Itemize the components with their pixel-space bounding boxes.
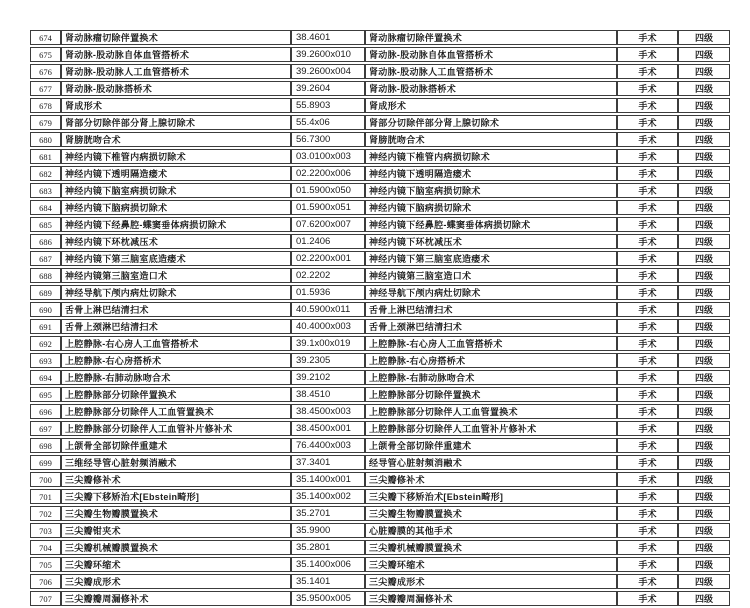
- category-cell: 手术: [617, 64, 678, 79]
- category-cell: 手术: [617, 591, 678, 606]
- table-row: [30, 30, 730, 45]
- level-cell: 四级: [678, 115, 730, 130]
- row-number-cell: 681: [30, 149, 61, 164]
- row-number-cell: 698: [30, 438, 61, 453]
- category-cell: 手术: [617, 574, 678, 589]
- procedure-name2-cell: 心脏瓣膜的其他手术: [365, 523, 617, 538]
- procedure-name-cell: 三尖瓣钳夹术: [61, 523, 291, 538]
- category-cell: 手术: [617, 285, 678, 300]
- procedure-code-cell: 07.6200x007: [291, 217, 365, 232]
- row-number-cell: 697: [30, 421, 61, 436]
- procedure-name2-cell: 神经内镜下脑病损切除术: [365, 200, 617, 215]
- procedure-name2-cell: 神经导航下颅内病灶切除术: [365, 285, 617, 300]
- procedure-name-cell: 三尖瓣成形术: [61, 574, 291, 589]
- procedure-name2-cell: 肾动脉瘤切除伴置换术: [365, 30, 617, 45]
- procedure-name2-cell: 三尖瓣下移矫治术[Ebstein畸形]: [365, 489, 617, 504]
- procedure-code-cell: 01.2406: [291, 234, 365, 249]
- procedure-name2-cell: 肾膀胱吻合术: [365, 132, 617, 147]
- procedure-code-cell: 39.1x00x019: [291, 336, 365, 351]
- procedure-code-cell: 40.4000x003: [291, 319, 365, 334]
- procedure-name-cell: 神经内镜下经鼻腔-蝶窦垂体病损切除术: [61, 217, 291, 232]
- procedure-code-cell: 35.2701: [291, 506, 365, 521]
- category-cell: 手术: [617, 472, 678, 487]
- category-cell: 手术: [617, 489, 678, 504]
- row-number-cell: 700: [30, 472, 61, 487]
- row-number-cell: 695: [30, 387, 61, 402]
- row-number-cell: 690: [30, 302, 61, 317]
- procedure-name-cell: 舌骨上淋巴结清扫术: [61, 302, 291, 317]
- table-row: [30, 115, 730, 130]
- category-cell: 手术: [617, 81, 678, 96]
- table-row: [30, 557, 730, 572]
- procedure-name-cell: 神经内镜下脑病损切除术: [61, 200, 291, 215]
- procedure-name-cell: 神经内镜下第三脑室底造瘘术: [61, 251, 291, 266]
- procedure-name2-cell: 神经内镜第三脑室造口术: [365, 268, 617, 283]
- row-number-cell: 707: [30, 591, 61, 606]
- procedure-name2-cell: 肾动脉-股动脉自体血管搭桥术: [365, 47, 617, 62]
- category-cell: 手术: [617, 200, 678, 215]
- table-row: [30, 438, 730, 453]
- table-row: [30, 98, 730, 113]
- table-row: [30, 47, 730, 62]
- procedure-code-cell: 39.2305: [291, 353, 365, 368]
- procedure-name2-cell: 肾动脉-股动脉人工血管搭桥术: [365, 64, 617, 79]
- level-cell: 四级: [678, 574, 730, 589]
- procedure-code-cell: 35.9500x005: [291, 591, 365, 606]
- category-cell: 手术: [617, 47, 678, 62]
- table-row: [30, 200, 730, 215]
- row-number-cell: 699: [30, 455, 61, 470]
- row-number-cell: 686: [30, 234, 61, 249]
- table-row: [30, 302, 730, 317]
- procedure-code-cell: 01.5936: [291, 285, 365, 300]
- row-number-cell: 693: [30, 353, 61, 368]
- category-cell: 手术: [617, 336, 678, 351]
- table-row: [30, 523, 730, 538]
- category-cell: 手术: [617, 421, 678, 436]
- row-number-cell: 696: [30, 404, 61, 419]
- level-cell: 四级: [678, 183, 730, 198]
- category-cell: 手术: [617, 268, 678, 283]
- category-cell: 手术: [617, 183, 678, 198]
- procedure-name2-cell: 上腔静脉-右心房搭桥术: [365, 353, 617, 368]
- procedure-name-cell: 上腔静脉-右心房搭桥术: [61, 353, 291, 368]
- procedure-name2-cell: 上颌骨全部切除伴重建术: [365, 438, 617, 453]
- row-number-cell: 676: [30, 64, 61, 79]
- procedure-code-cell: 38.4601: [291, 30, 365, 45]
- row-number-cell: 704: [30, 540, 61, 555]
- table-row: [30, 370, 730, 385]
- procedure-name2-cell: 三尖瓣成形术: [365, 574, 617, 589]
- table-row: [30, 455, 730, 470]
- procedure-name-cell: 肾部分切除伴部分肾上腺切除术: [61, 115, 291, 130]
- procedure-name-cell: 肾动脉-股动脉人工血管搭桥术: [61, 64, 291, 79]
- table-row: [30, 489, 730, 504]
- category-cell: 手术: [617, 455, 678, 470]
- level-cell: 四级: [678, 285, 730, 300]
- procedure-name-cell: 三尖瓣环缩术: [61, 557, 291, 572]
- procedure-code-cell: 35.1400x002: [291, 489, 365, 504]
- procedure-code-cell: 39.2600x004: [291, 64, 365, 79]
- level-cell: 四级: [678, 98, 730, 113]
- procedure-name-cell: 三尖瓣修补术: [61, 472, 291, 487]
- procedure-name2-cell: 经导管心脏射频消融术: [365, 455, 617, 470]
- category-cell: 手术: [617, 404, 678, 419]
- procedure-name2-cell: 三尖瓣修补术: [365, 472, 617, 487]
- row-number-cell: 677: [30, 81, 61, 96]
- row-number-cell: 678: [30, 98, 61, 113]
- level-cell: 四级: [678, 149, 730, 164]
- category-cell: 手术: [617, 115, 678, 130]
- row-number-cell: 691: [30, 319, 61, 334]
- level-cell: 四级: [678, 81, 730, 96]
- table-row: [30, 591, 730, 606]
- procedure-code-cell: 35.1400x001: [291, 472, 365, 487]
- procedure-code-cell: 02.2202: [291, 268, 365, 283]
- procedure-name2-cell: 上腔静脉部分切除伴人工血管置换术: [365, 404, 617, 419]
- level-cell: 四级: [678, 438, 730, 453]
- category-cell: 手术: [617, 98, 678, 113]
- level-cell: 四级: [678, 370, 730, 385]
- category-cell: 手术: [617, 370, 678, 385]
- row-number-cell: 692: [30, 336, 61, 351]
- procedure-table: [30, 28, 730, 608]
- procedure-code-cell: 38.4510: [291, 387, 365, 402]
- row-number-cell: 689: [30, 285, 61, 300]
- procedure-code-cell: 02.2200x001: [291, 251, 365, 266]
- procedure-name-cell: 上腔静脉部分切除伴人工血管置换术: [61, 404, 291, 419]
- procedure-name2-cell: 上腔静脉部分切除伴置换术: [365, 387, 617, 402]
- procedure-name2-cell: 神经内镜下脑室病损切除术: [365, 183, 617, 198]
- level-cell: 四级: [678, 217, 730, 232]
- row-number-cell: 683: [30, 183, 61, 198]
- procedure-name2-cell: 神经内镜下经鼻腔-蝶窦垂体病损切除术: [365, 217, 617, 232]
- table-row: [30, 285, 730, 300]
- procedure-code-cell: 76.4400x003: [291, 438, 365, 453]
- table-row: [30, 251, 730, 266]
- procedure-name-cell: 三尖瓣机械瓣膜置换术: [61, 540, 291, 555]
- procedure-code-cell: 01.5900x051: [291, 200, 365, 215]
- level-cell: 四级: [678, 523, 730, 538]
- procedure-name-cell: 肾膀胱吻合术: [61, 132, 291, 147]
- row-number-cell: 694: [30, 370, 61, 385]
- level-cell: 四级: [678, 591, 730, 606]
- category-cell: 手术: [617, 166, 678, 181]
- procedure-code-cell: 35.2801: [291, 540, 365, 555]
- category-cell: 手术: [617, 353, 678, 368]
- procedure-code-cell: 39.2604: [291, 81, 365, 96]
- procedure-code-cell: 39.2600x010: [291, 47, 365, 62]
- procedure-name-cell: 舌骨上颈淋巴结清扫术: [61, 319, 291, 334]
- table-row: [30, 319, 730, 334]
- row-number-cell: 684: [30, 200, 61, 215]
- row-number-cell: 705: [30, 557, 61, 572]
- procedure-name-cell: 肾成形术: [61, 98, 291, 113]
- table-row: [30, 387, 730, 402]
- level-cell: 四级: [678, 319, 730, 334]
- procedure-name-cell: 神经导航下颅内病灶切除术: [61, 285, 291, 300]
- procedure-code-cell: 38.4500x003: [291, 404, 365, 419]
- procedure-name2-cell: 神经内镜下透明隔造瘘术: [365, 166, 617, 181]
- procedure-name2-cell: 三尖瓣机械瓣膜置换术: [365, 540, 617, 555]
- category-cell: 手术: [617, 30, 678, 45]
- procedure-name-cell: 三尖瓣下移矫治术[Ebstein畸形]: [61, 489, 291, 504]
- level-cell: 四级: [678, 506, 730, 521]
- row-number-cell: 701: [30, 489, 61, 504]
- procedure-name-cell: 神经内镜下环枕减压术: [61, 234, 291, 249]
- procedure-name-cell: 肾动脉-股动脉搭桥术: [61, 81, 291, 96]
- level-cell: 四级: [678, 404, 730, 419]
- level-cell: 四级: [678, 251, 730, 266]
- table-row: [30, 574, 730, 589]
- level-cell: 四级: [678, 166, 730, 181]
- table-row: [30, 81, 730, 96]
- procedure-name2-cell: 三尖瓣环缩术: [365, 557, 617, 572]
- table-row: [30, 268, 730, 283]
- table-row: [30, 540, 730, 555]
- procedure-name-cell: 肾动脉瘤切除伴置换术: [61, 30, 291, 45]
- row-number-cell: 702: [30, 506, 61, 521]
- procedure-name-cell: 肾动脉-股动脉自体血管搭桥术: [61, 47, 291, 62]
- procedure-name2-cell: 肾成形术: [365, 98, 617, 113]
- level-cell: 四级: [678, 336, 730, 351]
- procedure-code-cell: 03.0100x003: [291, 149, 365, 164]
- level-cell: 四级: [678, 268, 730, 283]
- procedure-code-cell: 56.7300: [291, 132, 365, 147]
- category-cell: 手术: [617, 438, 678, 453]
- procedure-name-cell: 三尖瓣瓣周漏修补术: [61, 591, 291, 606]
- table-row: [30, 472, 730, 487]
- procedure-name-cell: 神经内镜第三脑室造口术: [61, 268, 291, 283]
- procedure-name2-cell: 上腔静脉部分切除伴人工血管补片修补术: [365, 421, 617, 436]
- row-number-cell: 680: [30, 132, 61, 147]
- procedure-name2-cell: 肾动脉-股动脉搭桥术: [365, 81, 617, 96]
- level-cell: 四级: [678, 387, 730, 402]
- row-number-cell: 682: [30, 166, 61, 181]
- level-cell: 四级: [678, 302, 730, 317]
- level-cell: 四级: [678, 132, 730, 147]
- procedure-name-cell: 上腔静脉部分切除伴人工血管补片修补术: [61, 421, 291, 436]
- level-cell: 四级: [678, 200, 730, 215]
- procedure-name-cell: 三尖瓣生物瓣膜置换术: [61, 506, 291, 521]
- table-row: [30, 234, 730, 249]
- procedure-name2-cell: 神经内镜下环枕减压术: [365, 234, 617, 249]
- level-cell: 四级: [678, 421, 730, 436]
- procedure-name-cell: 神经内镜下椎管内病损切除术: [61, 149, 291, 164]
- procedure-name-cell: 上腔静脉部分切除伴置换术: [61, 387, 291, 402]
- category-cell: 手术: [617, 251, 678, 266]
- table-row: [30, 421, 730, 436]
- procedure-name2-cell: 上腔静脉-右心房人工血管搭桥术: [365, 336, 617, 351]
- table-row: [30, 183, 730, 198]
- level-cell: 四级: [678, 234, 730, 249]
- procedure-code-cell: 55.4x06: [291, 115, 365, 130]
- row-number-cell: 679: [30, 115, 61, 130]
- table-row: [30, 64, 730, 79]
- category-cell: 手术: [617, 132, 678, 147]
- procedure-name2-cell: 三尖瓣生物瓣膜置换术: [365, 506, 617, 521]
- table-row: [30, 404, 730, 419]
- category-cell: 手术: [617, 149, 678, 164]
- category-cell: 手术: [617, 319, 678, 334]
- category-cell: 手术: [617, 234, 678, 249]
- category-cell: 手术: [617, 557, 678, 572]
- level-cell: 四级: [678, 30, 730, 45]
- category-cell: 手术: [617, 506, 678, 521]
- procedure-name2-cell: 肾部分切除伴部分肾上腺切除术: [365, 115, 617, 130]
- level-cell: 四级: [678, 64, 730, 79]
- procedure-name-cell: 神经内镜下脑室病损切除术: [61, 183, 291, 198]
- level-cell: 四级: [678, 489, 730, 504]
- row-number-cell: 703: [30, 523, 61, 538]
- procedure-code-cell: 02.2200x006: [291, 166, 365, 181]
- procedure-code-cell: 38.4500x001: [291, 421, 365, 436]
- procedure-name2-cell: 神经内镜下第三脑室底造瘘术: [365, 251, 617, 266]
- table-row: [30, 353, 730, 368]
- procedure-name-cell: 上腔静脉-右心房人工血管搭桥术: [61, 336, 291, 351]
- row-number-cell: 706: [30, 574, 61, 589]
- row-number-cell: 685: [30, 217, 61, 232]
- row-number-cell: 687: [30, 251, 61, 266]
- procedure-name-cell: 上腔静脉-右肺动脉吻合术: [61, 370, 291, 385]
- category-cell: 手术: [617, 540, 678, 555]
- procedure-name-cell: 上颌骨全部切除伴重建术: [61, 438, 291, 453]
- procedure-name2-cell: 舌骨上淋巴结清扫术: [365, 302, 617, 317]
- table-row: [30, 166, 730, 181]
- table-row: [30, 336, 730, 351]
- procedure-name-cell: 神经内镜下透明隔造瘘术: [61, 166, 291, 181]
- procedure-code-cell: 37.3401: [291, 455, 365, 470]
- procedure-name2-cell: 三尖瓣瓣周漏修补术: [365, 591, 617, 606]
- procedure-name2-cell: 神经内镜下椎管内病损切除术: [365, 149, 617, 164]
- category-cell: 手术: [617, 387, 678, 402]
- category-cell: 手术: [617, 302, 678, 317]
- procedure-code-cell: 55.8903: [291, 98, 365, 113]
- level-cell: 四级: [678, 540, 730, 555]
- row-number-cell: 688: [30, 268, 61, 283]
- procedure-name2-cell: 舌骨上颈淋巴结清扫术: [365, 319, 617, 334]
- procedure-code-cell: 40.5900x011: [291, 302, 365, 317]
- table-row: [30, 217, 730, 232]
- category-cell: 手术: [617, 523, 678, 538]
- procedure-name2-cell: 上腔静脉-右肺动脉吻合术: [365, 370, 617, 385]
- row-number-cell: 675: [30, 47, 61, 62]
- level-cell: 四级: [678, 353, 730, 368]
- level-cell: 四级: [678, 455, 730, 470]
- level-cell: 四级: [678, 472, 730, 487]
- table-row: [30, 149, 730, 164]
- procedure-name-cell: 三维经导管心脏射频消融术: [61, 455, 291, 470]
- procedure-code-cell: 39.2102: [291, 370, 365, 385]
- procedure-code-cell: 35.1401: [291, 574, 365, 589]
- table-row: [30, 132, 730, 147]
- procedure-code-cell: 01.5900x050: [291, 183, 365, 198]
- procedure-code-cell: 35.1400x006: [291, 557, 365, 572]
- level-cell: 四级: [678, 47, 730, 62]
- procedure-code-cell: 35.9900: [291, 523, 365, 538]
- row-number-cell: 674: [30, 30, 61, 45]
- category-cell: 手术: [617, 217, 678, 232]
- level-cell: 四级: [678, 557, 730, 572]
- table-row: [30, 506, 730, 521]
